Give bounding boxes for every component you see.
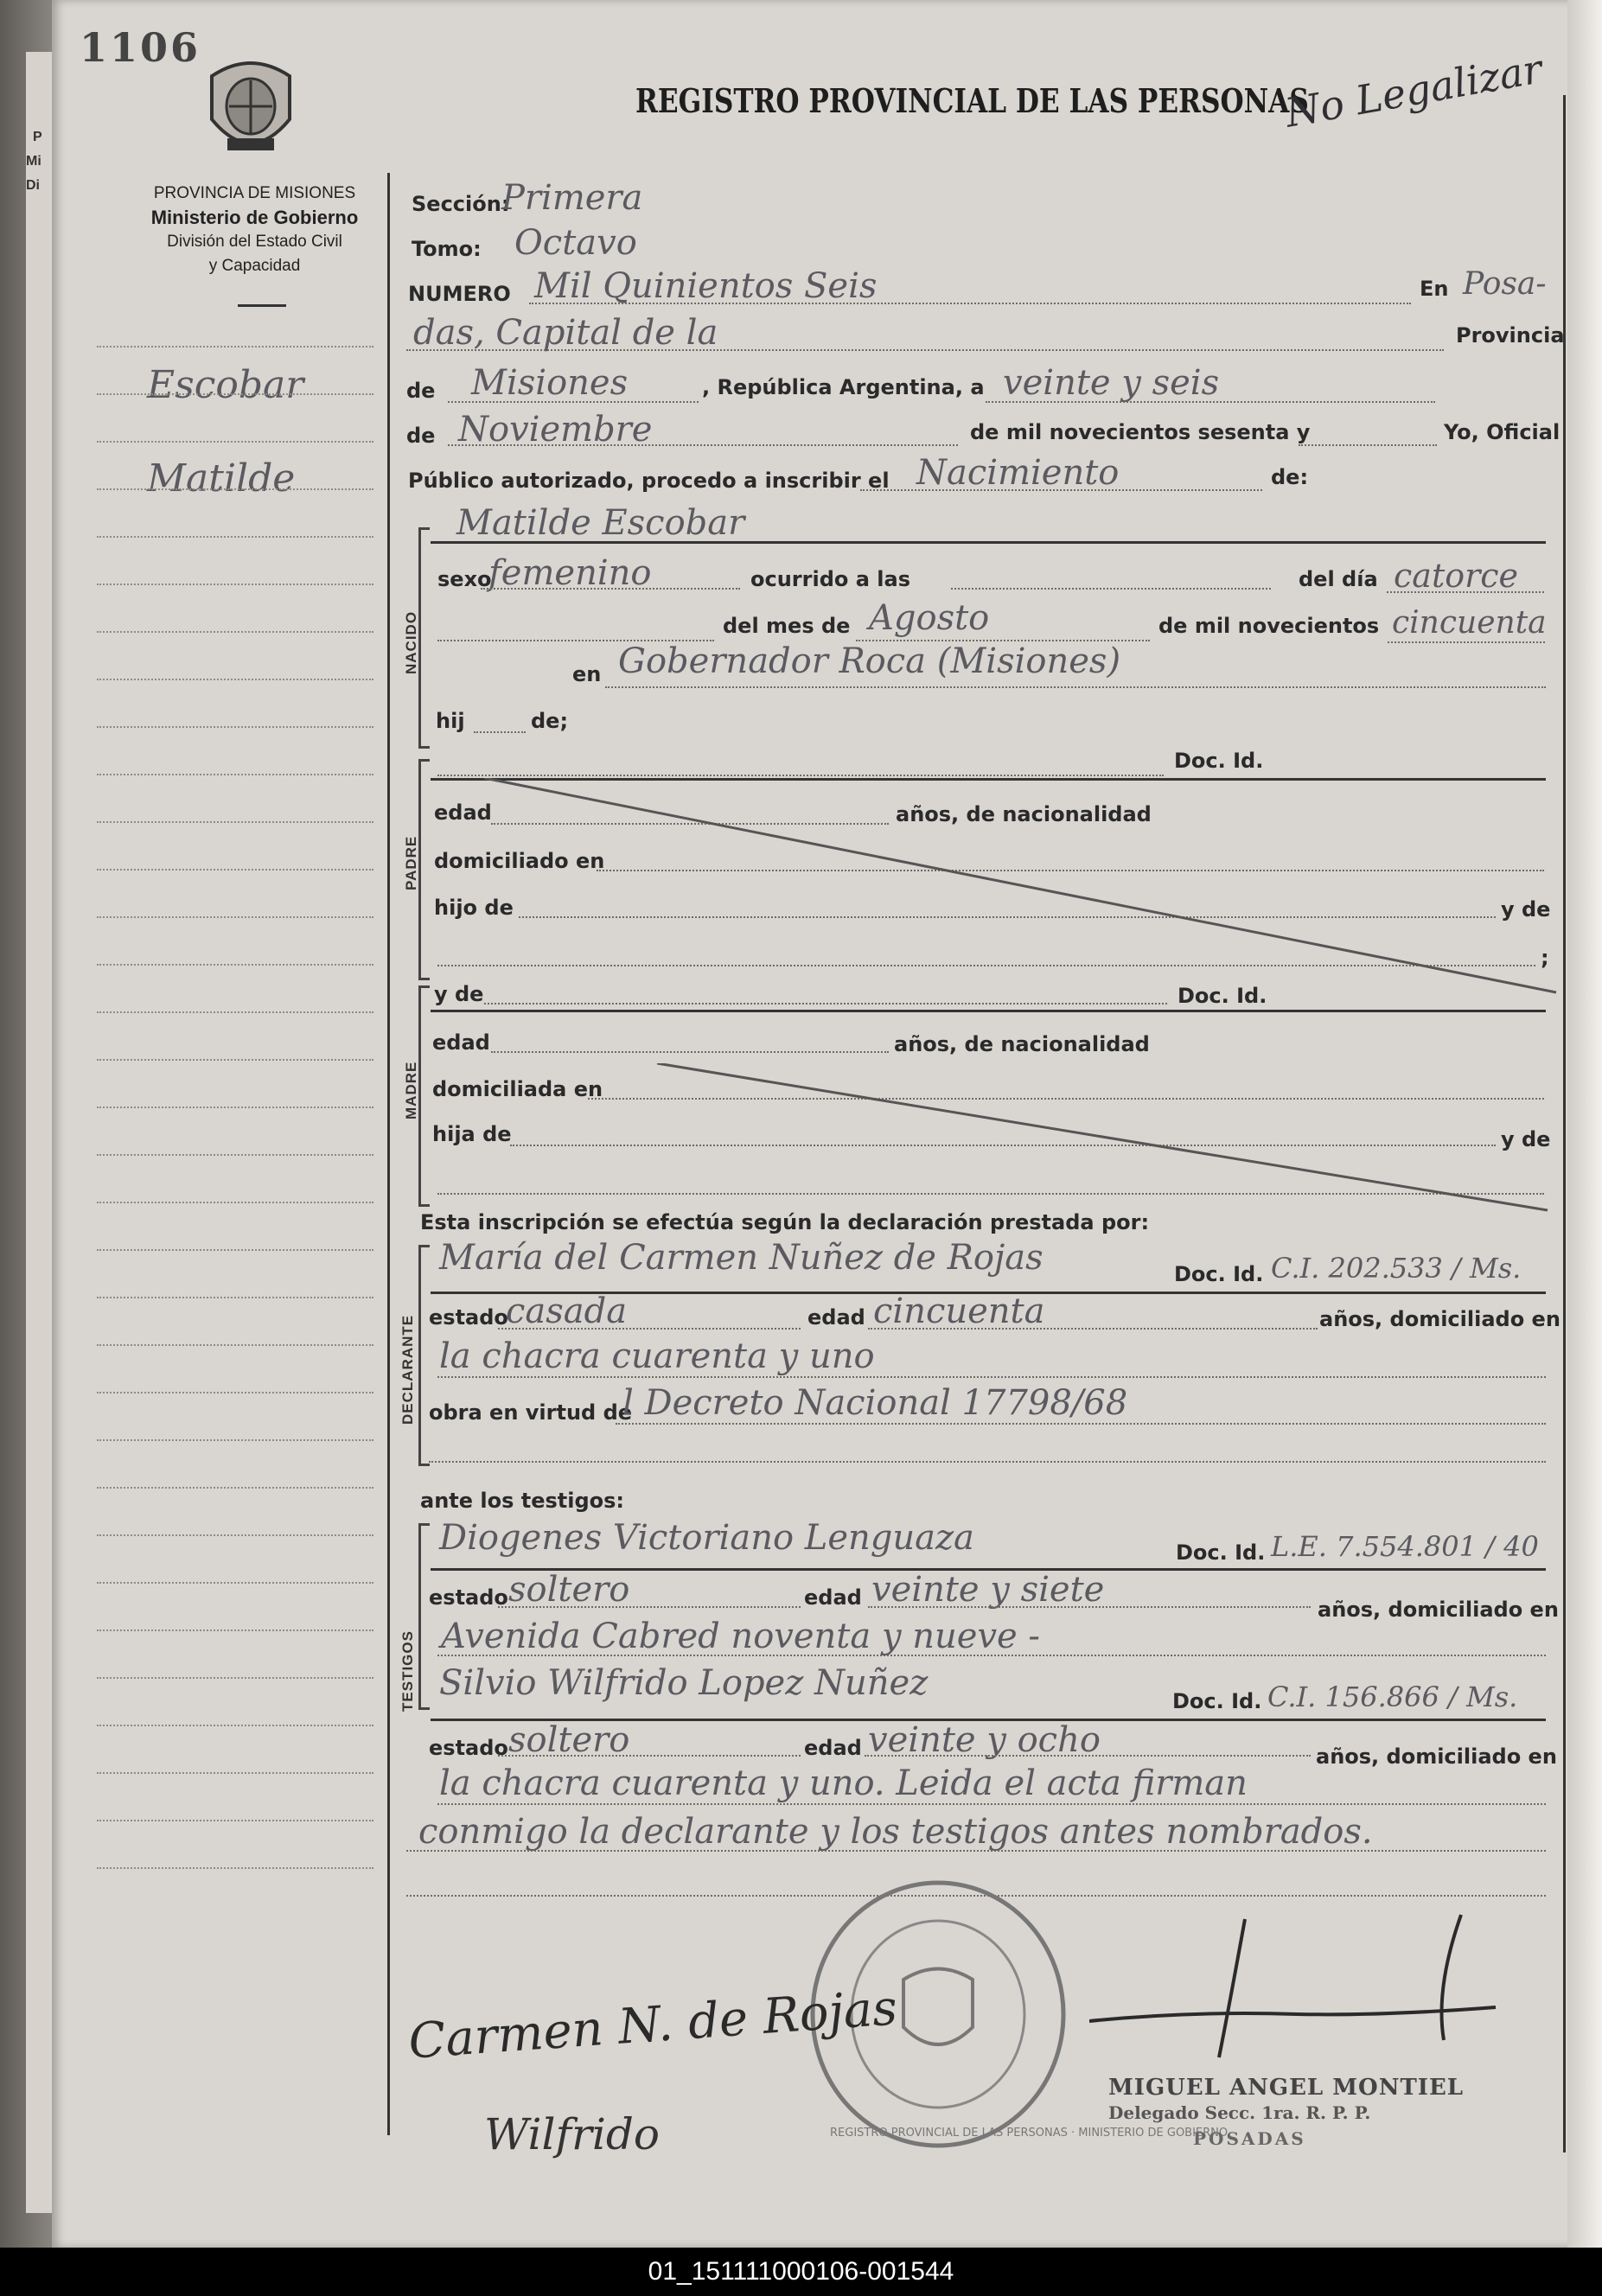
de3-label: de: xyxy=(1271,465,1309,489)
under-fragment-1: P xyxy=(33,130,42,144)
declarante-docid-value: C.I. 202.533 / Ms. xyxy=(1271,1252,1522,1285)
witness2-docid-label: Doc. Id. xyxy=(1172,1689,1262,1713)
dia-label: del día xyxy=(1299,567,1378,591)
mes-value: Agosto xyxy=(869,598,990,638)
padre-cancel-strike xyxy=(484,778,1565,994)
closing-text: conmigo la declarante y los testigos antes nombrados. xyxy=(418,1812,1373,1852)
witness1-edad-label: edad xyxy=(804,1585,862,1610)
dia-value: catorce xyxy=(1394,557,1519,595)
padre-section-label: PADRE xyxy=(403,835,419,890)
image-id-footer: 01_151111000106-001544 xyxy=(0,2248,1602,2296)
margin-given-name: Matilde xyxy=(147,456,296,501)
madre-y-de2-label: y de xyxy=(1501,1127,1551,1151)
en-place-label: en xyxy=(572,662,602,686)
page-right-edge xyxy=(1567,0,1602,2248)
padre-domicilio-label: domiciliado en xyxy=(434,849,605,873)
seccion-label: Sección: xyxy=(412,192,510,216)
declarante-bracket xyxy=(418,1245,430,1466)
declarante-name: María del Carmen Nuñez de Rojas xyxy=(439,1238,1044,1278)
year-label: de mil novecientos sesenta y xyxy=(970,420,1311,444)
testigos-section-label: TESTIGOS xyxy=(399,1630,416,1712)
declarante-obra-value: l Decreto Nacional 17798/68 xyxy=(622,1383,1128,1423)
born-name: Matilde Escobar xyxy=(456,503,745,543)
madre-docid-label: Doc. Id. xyxy=(1178,984,1267,1008)
testigos-intro: ante los testigos: xyxy=(420,1489,625,1513)
witness1-docid-value: L.E. 7.554.801 / 40 xyxy=(1271,1530,1539,1563)
hij-de-label: de; xyxy=(531,709,569,733)
division-name-1: División del Estado Civil xyxy=(167,233,342,251)
witness2-domicilio-label: años, domiciliado en xyxy=(1316,1744,1557,1769)
act-value: Nacimiento xyxy=(916,453,1120,493)
witness1-domicilio-label: años, domiciliado en xyxy=(1318,1598,1559,1622)
stamp-text: REGISTRO PROVINCIAL DE LAS PERSONAS · MINISTERIO DE GOBIERNO xyxy=(830,2127,1229,2140)
en-label: En xyxy=(1420,277,1449,301)
witness1-estado-label: estado xyxy=(429,1585,508,1610)
testigos-bracket xyxy=(418,1523,430,1710)
declarante-address: la chacra cuarenta y uno xyxy=(439,1336,875,1376)
division-name-2: y Capacidad xyxy=(208,257,301,275)
provincia-label: Provincia xyxy=(1456,323,1565,348)
declarante-domicilio-label: años, domiciliado en xyxy=(1319,1307,1561,1331)
madre-nacionalidad-label: años, de nacionalidad xyxy=(894,1032,1150,1056)
madre-cancel-strike xyxy=(657,1063,1556,1219)
madre-section-label: MADRE xyxy=(403,1061,419,1119)
city-value: das, Capital de la xyxy=(413,313,718,353)
declarante-edad-value: cincuenta xyxy=(873,1292,1045,1331)
under-fragment-3: Di xyxy=(26,178,40,193)
en-value: Posa- xyxy=(1463,266,1547,302)
witness2-edad-label: edad xyxy=(804,1736,862,1760)
seccion-value: Primera xyxy=(501,178,643,218)
month-value: Noviembre xyxy=(458,410,653,450)
declarante-estado-value: casada xyxy=(506,1292,628,1331)
madre-edad-label: edad xyxy=(432,1030,490,1055)
official-signature-mark xyxy=(1089,1910,1504,2066)
padre-edad-label: edad xyxy=(434,800,492,825)
province-name: PROVINCIA DE MISIONES xyxy=(153,184,356,202)
day-value: veinte y seis xyxy=(1003,363,1220,403)
left-header xyxy=(105,182,404,278)
padre-hijo-label: hijo de xyxy=(434,896,514,920)
witness2-edad-value: veinte y ocho xyxy=(868,1720,1101,1760)
padre-nacionalidad-label: años, de nacionalidad xyxy=(896,802,1152,826)
publico-label: Público autorizado, procedo a inscribir el xyxy=(408,469,890,493)
declarant-signature: Carmen N. de Rojas xyxy=(406,1980,899,2070)
declarante-docid-label: Doc. Id. xyxy=(1174,1262,1264,1286)
page-number: 1106 xyxy=(80,24,201,71)
de-label: de xyxy=(406,379,436,403)
witness2-name: Silvio Wilfrido Lopez Nuñez xyxy=(439,1663,929,1703)
de2-label: de xyxy=(406,424,436,448)
official-title: Delegado Secc. 1ra. R. P. P. xyxy=(1108,2102,1371,2123)
madre-hija-label: hija de xyxy=(432,1122,512,1146)
witness1-name: Diogenes Victoriano Lenguaza xyxy=(439,1518,974,1558)
witness2-estado-label: estado xyxy=(429,1736,508,1760)
tomo-value: Octavo xyxy=(514,223,637,263)
witness-signature: Wilfrido xyxy=(484,2109,661,2159)
anio-value: cincuenta xyxy=(1392,605,1547,641)
header-rule xyxy=(238,304,286,307)
declarante-estado-label: estado xyxy=(429,1305,508,1330)
annotation-no-legalizar: No Legalizar xyxy=(1281,45,1546,137)
sexo-value: femenino xyxy=(488,553,652,593)
declarante-section-label: DECLARANTE xyxy=(399,1314,416,1425)
mes-label: del mes de xyxy=(723,614,851,638)
official-name: MIGUEL ANGEL MONTIEL xyxy=(1108,2075,1465,2101)
left-column-rule xyxy=(387,173,390,2135)
republica-label: , República Argentina, a xyxy=(702,375,985,399)
anio-label: de mil novecientos xyxy=(1158,614,1380,638)
witness1-docid-label: Doc. Id. xyxy=(1176,1540,1266,1565)
coat-of-arms-icon xyxy=(203,59,298,161)
ocurrido-label: ocurrido a las xyxy=(750,567,910,591)
declarante-obra-label: obra en virtud de xyxy=(429,1400,633,1425)
official-label: Yo, Oficial xyxy=(1444,420,1561,444)
witness1-estado-value: soltero xyxy=(508,1570,630,1610)
padre-docid-label: Doc. Id. xyxy=(1174,749,1264,773)
nacido-section-label: NACIDO xyxy=(403,610,419,674)
padre-y-de-label: y de xyxy=(1501,897,1551,922)
witness2-address: la chacra cuarenta y uno. Leida el acta firman xyxy=(439,1763,1248,1803)
province-value: Misiones xyxy=(471,363,629,403)
numero-label: NUMERO xyxy=(408,282,511,306)
padre-semicolon: ; xyxy=(1541,946,1549,970)
witness1-address: Avenida Cabred noventa y nueve - xyxy=(441,1617,1040,1656)
page-title: REGISTRO PROVINCIAL DE LAS PERSONAS xyxy=(635,81,1309,120)
witness2-docid-value: C.I. 156.866 / Ms. xyxy=(1267,1681,1518,1713)
numero-value: Mil Quinientos Seis xyxy=(534,266,878,306)
tomo-label: Tomo: xyxy=(412,237,482,261)
hij-label: hij xyxy=(436,709,465,733)
declarante-edad-label: edad xyxy=(807,1305,865,1330)
madre-y-de-label: y de xyxy=(434,982,484,1006)
witness1-edad-value: veinte y siete xyxy=(871,1570,1105,1610)
ministry-name: Ministerio de Gobierno xyxy=(150,207,359,228)
sexo-label: sexo xyxy=(437,567,492,591)
under-fragment-2: Mi xyxy=(26,154,41,169)
declarante-intro: Esta inscripción se efectúa según la declaración prestada por: xyxy=(420,1210,1150,1234)
witness2-estado-value: soltero xyxy=(508,1720,630,1760)
official-city: POSADAS xyxy=(1193,2128,1306,2149)
right-column-rule xyxy=(1563,95,1566,2152)
madre-domicilio-label: domiciliada en xyxy=(432,1077,603,1101)
margin-surname: Escobar xyxy=(147,363,304,407)
place-value: Gobernador Roca (Misiones) xyxy=(618,641,1121,681)
